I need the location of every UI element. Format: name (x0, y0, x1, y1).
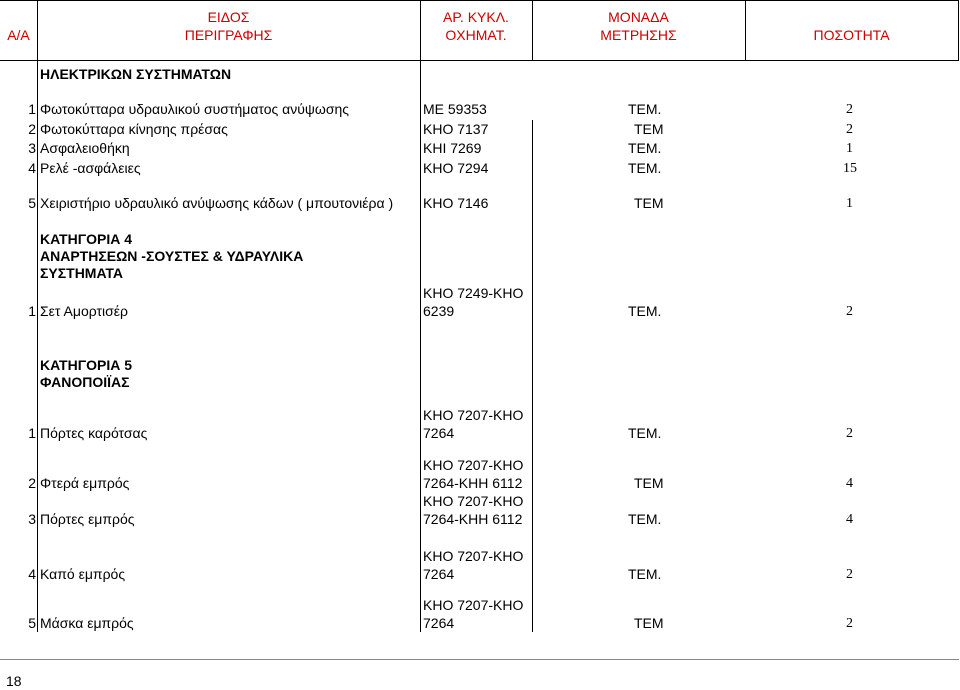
row-number: 3 (28, 511, 36, 527)
row-code-cont: 7264 (423, 566, 455, 582)
row-number: 1 (28, 101, 36, 117)
row-code: ΚΗΟ 7207-ΚΗΟ (423, 493, 524, 509)
category-5-label: ΚΑΤΗΓΟΡΙΑ 5 (40, 357, 133, 373)
row-quantity: 2 (846, 567, 853, 582)
row-unit: ΤΕΜ. (628, 511, 662, 527)
row-unit: ΤΕΜ. (628, 566, 662, 582)
row-code: ΚΗΙ 7269 (423, 140, 482, 156)
row-description: Μάσκα εμπρός (40, 615, 134, 631)
row-unit: ΤΕΜ (634, 615, 664, 631)
row-description: Χειριστήριο υδραυλικό ανύψωσης κάδων ( μπουτονιέρα ) (40, 195, 394, 211)
row-quantity: 2 (846, 304, 853, 319)
header-aa: Α/Α (7, 27, 30, 43)
row-description: Φωτοκύτταρα κίνησης πρέσας (40, 121, 228, 137)
header-unit-1: ΜΟΝΑΔΑ (608, 9, 669, 25)
row-code: ΜΕ 59353 (423, 101, 487, 117)
row-unit: ΤΕΜ. (628, 140, 662, 156)
row-quantity: 2 (846, 102, 853, 117)
row-description: Φτερά εμπρός (40, 475, 130, 491)
row-number: 2 (28, 475, 36, 491)
row-number: 2 (28, 121, 36, 137)
row-unit: ΤΕΜ (634, 475, 664, 491)
category-4-label: ΚΑΤΗΓΟΡΙΑ 4 (40, 231, 133, 247)
row-code: ΚΗΟ 7146 (423, 195, 489, 211)
col-separator-aa (37, 0, 38, 632)
row-code: ΚΗΟ 7137 (423, 121, 489, 137)
row-quantity: 1 (846, 196, 853, 211)
row-unit: ΤΕΜ. (628, 101, 662, 117)
row-description: Πόρτες καρότσας (40, 425, 148, 441)
row-number: 5 (28, 195, 36, 211)
page-footer-border (0, 659, 959, 660)
row-code-cont: 7264 (423, 425, 455, 441)
row-description: Ρελέ -ασφάλειες (40, 160, 141, 176)
row-code: ΚΗΟ 7207-ΚΗΟ (423, 548, 524, 564)
row-code-cont: 7264-ΚΗΗ 6112 (423, 475, 523, 491)
row-quantity: 4 (846, 476, 853, 491)
row-number: 4 (28, 566, 36, 582)
category-4-name-cont: ΣΥΣΤΗΜΑΤΑ (40, 265, 124, 281)
row-number: 1 (28, 425, 36, 441)
header-code-1: ΑΡ. ΚΥΚΛ. (443, 9, 509, 25)
section-title-electrical: ΗΛΕΚΤΡΙΚΩΝ ΣΥΣΤΗΜΑΤΩΝ (40, 66, 232, 82)
header-code-2: ΟΧΗΜΑΤ. (445, 27, 507, 43)
col-separator-code (532, 120, 533, 632)
row-description: Φωτοκύτταρα υδραυλικού συστήματος ανύψωσης (40, 101, 350, 117)
row-number: 5 (28, 615, 36, 631)
row-quantity: 4 (846, 512, 853, 527)
row-code-cont: 7264-ΚΗΗ 6112 (423, 511, 523, 527)
row-quantity: 2 (846, 426, 853, 441)
header-description: ΠΕΡΙΓΡΑΦΗΣ (184, 27, 273, 43)
category-4-name: ΑΝΑΡΤΗΣΕΩΝ -ΣΟΥΣΤΕΣ & ΥΔΡΑΥΛΙΚΑ (40, 248, 304, 264)
row-unit: ΤΕΜ. (628, 160, 662, 176)
row-quantity: 2 (846, 122, 853, 137)
row-code: ΚΗΟ 7207-ΚΗΟ (423, 407, 524, 423)
page-number: 18 (6, 673, 22, 689)
header-unit-2: ΜΕΤΡΗΣΗΣ (600, 27, 677, 43)
row-unit: ΤΕΜ (634, 195, 664, 211)
category-5-name: ΦΑΝΟΠΟΙΪΑΣ (40, 374, 130, 390)
col-separator-qty-header (958, 0, 959, 60)
row-description: Ασφαλειοθήκη (40, 140, 130, 156)
row-code: ΚΗΟ 7207-ΚΗΟ (423, 597, 524, 613)
row-code: ΚΗΟ 7207-ΚΗΟ (423, 457, 524, 473)
header-top-border (0, 0, 959, 1)
row-unit: ΤΕΜ. (628, 303, 662, 319)
row-number: 4 (28, 160, 36, 176)
row-code: ΚΗΟ 7294 (423, 160, 489, 176)
header-quantity: ΠΟΣΟΤΗΤΑ (813, 27, 890, 43)
header-kind: ΕΙΔΟΣ (207, 9, 250, 25)
row-quantity: 2 (846, 616, 853, 631)
row-description: Σετ Αμορτισέρ (40, 303, 128, 319)
row-unit: ΤΕΜ (634, 121, 664, 137)
row-number: 3 (28, 140, 36, 156)
row-description: Καπό εμπρός (40, 566, 126, 582)
row-unit: ΤΕΜ. (628, 425, 662, 441)
row-quantity: 15 (843, 161, 857, 176)
row-number: 1 (28, 303, 36, 319)
header-bottom-border (0, 60, 959, 61)
row-code-cont: 6239 (423, 303, 455, 319)
row-code: ΚΗΟ 7249-ΚΗΟ (423, 285, 524, 301)
col-separator-desc (420, 0, 421, 632)
row-description: Πόρτες εμπρός (40, 511, 135, 527)
row-quantity: 1 (846, 141, 853, 156)
row-code-cont: 7264 (423, 615, 455, 631)
